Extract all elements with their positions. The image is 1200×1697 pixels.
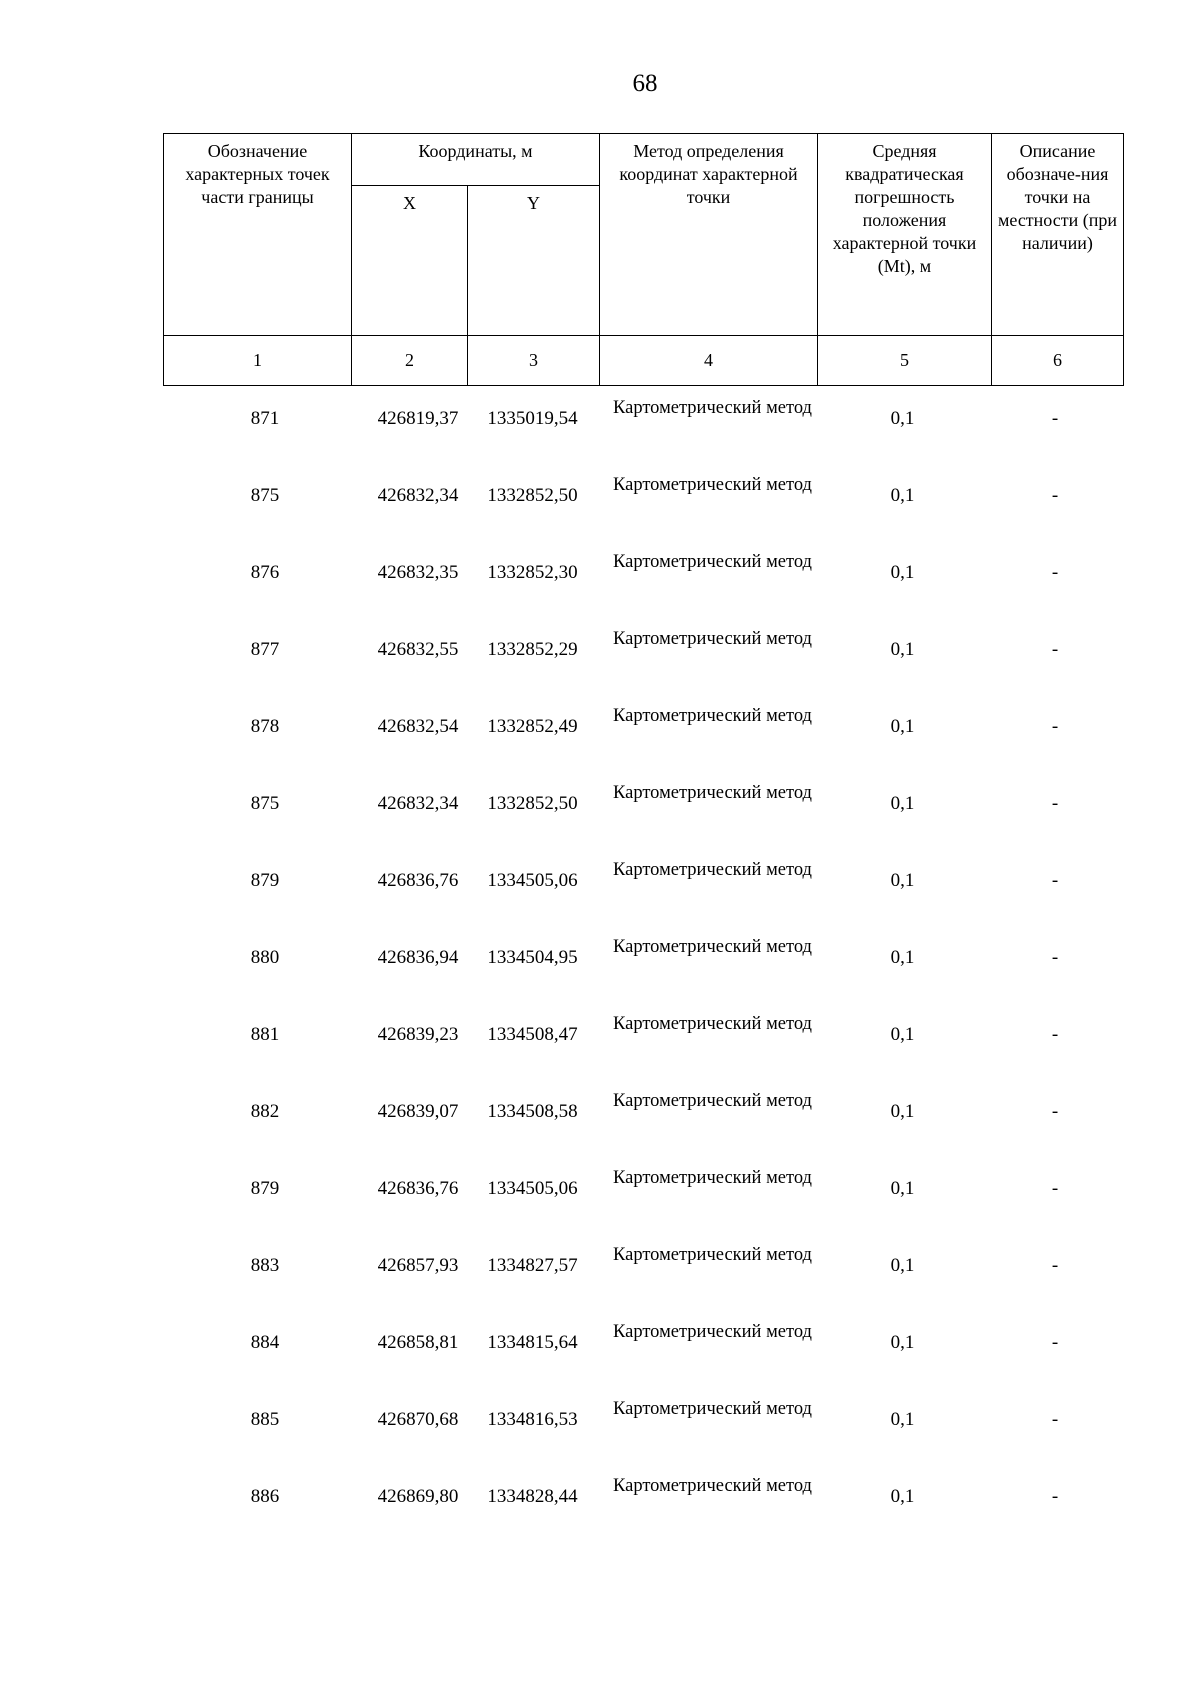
method: Картометрический метод: [613, 552, 812, 572]
coordinate-y: 1334505,06: [487, 870, 578, 891]
coordinate-y: 1334827,57: [487, 1255, 578, 1276]
point-number: 875: [250, 793, 280, 814]
coordinate-y: 1334816,53: [487, 1409, 578, 1430]
coordinate-y: 1332852,50: [487, 793, 578, 814]
description: -: [1051, 870, 1059, 891]
coordinate-x: 426832,34: [377, 485, 459, 506]
mean-error: 0,1: [890, 1024, 915, 1045]
coordinates-table-header: [163, 133, 1124, 386]
description: -: [1051, 639, 1059, 660]
mean-error: 0,1: [890, 793, 915, 814]
table-row: [0, 470, 1200, 547]
mean-error: 0,1: [890, 1178, 915, 1199]
header-coordinates: Координаты, м: [352, 134, 600, 186]
description: -: [1051, 716, 1059, 737]
table-row: [0, 393, 1200, 470]
coordinate-x: 426839,07: [377, 1101, 459, 1122]
mean-error: 0,1: [890, 639, 915, 660]
mean-error: 0,1: [890, 1409, 915, 1430]
coordinate-y: 1335019,54: [487, 408, 578, 429]
method: Картометрический метод: [613, 1168, 812, 1188]
coordinate-x: 426836,76: [377, 870, 459, 891]
method: Картометрический метод: [613, 1091, 812, 1111]
header-description: Описание обозначе-ния точки на местности (при наличии): [992, 134, 1124, 336]
method: Картометрический метод: [613, 1245, 812, 1265]
mean-error: 0,1: [890, 870, 915, 891]
description: -: [1051, 1486, 1059, 1507]
coordinate-y: 1334508,58: [487, 1101, 578, 1122]
description: -: [1051, 1332, 1059, 1353]
table-row: [0, 1394, 1200, 1471]
coordinate-y: 1334828,44: [487, 1486, 578, 1507]
description: -: [1051, 562, 1059, 583]
mean-error: 0,1: [890, 562, 915, 583]
point-number: 880: [250, 947, 280, 968]
point-number: 879: [250, 1178, 280, 1199]
point-number: 875: [250, 485, 280, 506]
column-number: 3: [468, 336, 600, 386]
header-x: X: [352, 186, 468, 336]
coordinate-y: 1334508,47: [487, 1024, 578, 1045]
method: Картометрический метод: [613, 1014, 812, 1034]
point-number: 885: [250, 1409, 280, 1430]
header-point-designation: Обозначение характерных точек части границы: [164, 134, 352, 336]
method: Картометрический метод: [613, 1399, 812, 1419]
table-row: [0, 1240, 1200, 1317]
coordinate-x: 426869,80: [377, 1486, 459, 1507]
point-number: 871: [250, 408, 280, 429]
method: Картометрический метод: [613, 783, 812, 803]
coordinate-x: 426832,54: [377, 716, 459, 737]
mean-error: 0,1: [890, 1101, 915, 1122]
page-number: 68: [632, 70, 658, 97]
column-number: 2: [352, 336, 468, 386]
point-number: 876: [250, 562, 280, 583]
coordinate-x: 426819,37: [377, 408, 459, 429]
method: Картометрический метод: [613, 1322, 812, 1342]
table-row: [0, 932, 1200, 1009]
mean-error: 0,1: [890, 408, 915, 429]
header-mean-error: Средняя квадратическая погрешность положения характерной точки (Mt), м: [818, 134, 992, 336]
point-number: 878: [250, 716, 280, 737]
point-number: 884: [250, 1332, 280, 1353]
method: Картометрический метод: [613, 1476, 812, 1496]
mean-error: 0,1: [890, 716, 915, 737]
column-number: 1: [164, 336, 352, 386]
coordinate-x: 426870,68: [377, 1409, 459, 1430]
point-number: 882: [250, 1101, 280, 1122]
coordinate-x: 426858,81: [377, 1332, 459, 1353]
header-method: Метод определения координат характерной точки: [600, 134, 818, 336]
mean-error: 0,1: [890, 947, 915, 968]
mean-error: 0,1: [890, 1255, 915, 1276]
description: -: [1051, 1255, 1059, 1276]
table-row: [0, 778, 1200, 855]
description: -: [1051, 408, 1059, 429]
table-row: [0, 547, 1200, 624]
header-y: Y: [468, 186, 600, 336]
table-row: [0, 855, 1200, 932]
table-row: [0, 701, 1200, 778]
table-row: [0, 1086, 1200, 1163]
table-row: [0, 1317, 1200, 1394]
table-row: [0, 1163, 1200, 1240]
coordinate-x: 426832,55: [377, 639, 459, 660]
method: Картометрический метод: [613, 706, 812, 726]
coordinate-y: 1332852,50: [487, 485, 578, 506]
description: -: [1051, 793, 1059, 814]
coordinate-y: 1334505,06: [487, 1178, 578, 1199]
point-number: 877: [250, 639, 280, 660]
coordinates-table-body: [0, 393, 1200, 1548]
table-row: [0, 1009, 1200, 1086]
coordinate-x: 426839,23: [377, 1024, 459, 1045]
description: -: [1051, 1101, 1059, 1122]
coordinate-y: 1332852,49: [487, 716, 578, 737]
coordinate-x: 426832,34: [377, 793, 459, 814]
mean-error: 0,1: [890, 485, 915, 506]
method: Картометрический метод: [613, 629, 812, 649]
coordinate-x: 426857,93: [377, 1255, 459, 1276]
coordinate-x: 426836,94: [377, 947, 459, 968]
coordinate-y: 1332852,30: [487, 562, 578, 583]
coordinate-y: 1334815,64: [487, 1332, 578, 1353]
description: -: [1051, 1024, 1059, 1045]
coordinate-y: 1332852,29: [487, 639, 578, 660]
mean-error: 0,1: [890, 1486, 915, 1507]
coordinate-x: 426832,35: [377, 562, 459, 583]
point-number: 879: [250, 870, 280, 891]
table-row: [0, 624, 1200, 701]
point-number: 886: [250, 1486, 280, 1507]
description: -: [1051, 947, 1059, 968]
column-number: 4: [600, 336, 818, 386]
method: Картометрический метод: [613, 475, 812, 495]
column-number: 6: [992, 336, 1124, 386]
description: -: [1051, 1178, 1059, 1199]
column-number: 5: [818, 336, 992, 386]
method: Картометрический метод: [613, 398, 812, 418]
method: Картометрический метод: [613, 860, 812, 880]
coordinate-y: 1334504,95: [487, 947, 578, 968]
description: -: [1051, 1409, 1059, 1430]
description: -: [1051, 485, 1059, 506]
mean-error: 0,1: [890, 1332, 915, 1353]
table-row: [0, 1471, 1200, 1548]
point-number: 883: [250, 1255, 280, 1276]
method: Картометрический метод: [613, 937, 812, 957]
point-number: 881: [250, 1024, 280, 1045]
coordinate-x: 426836,76: [377, 1178, 459, 1199]
